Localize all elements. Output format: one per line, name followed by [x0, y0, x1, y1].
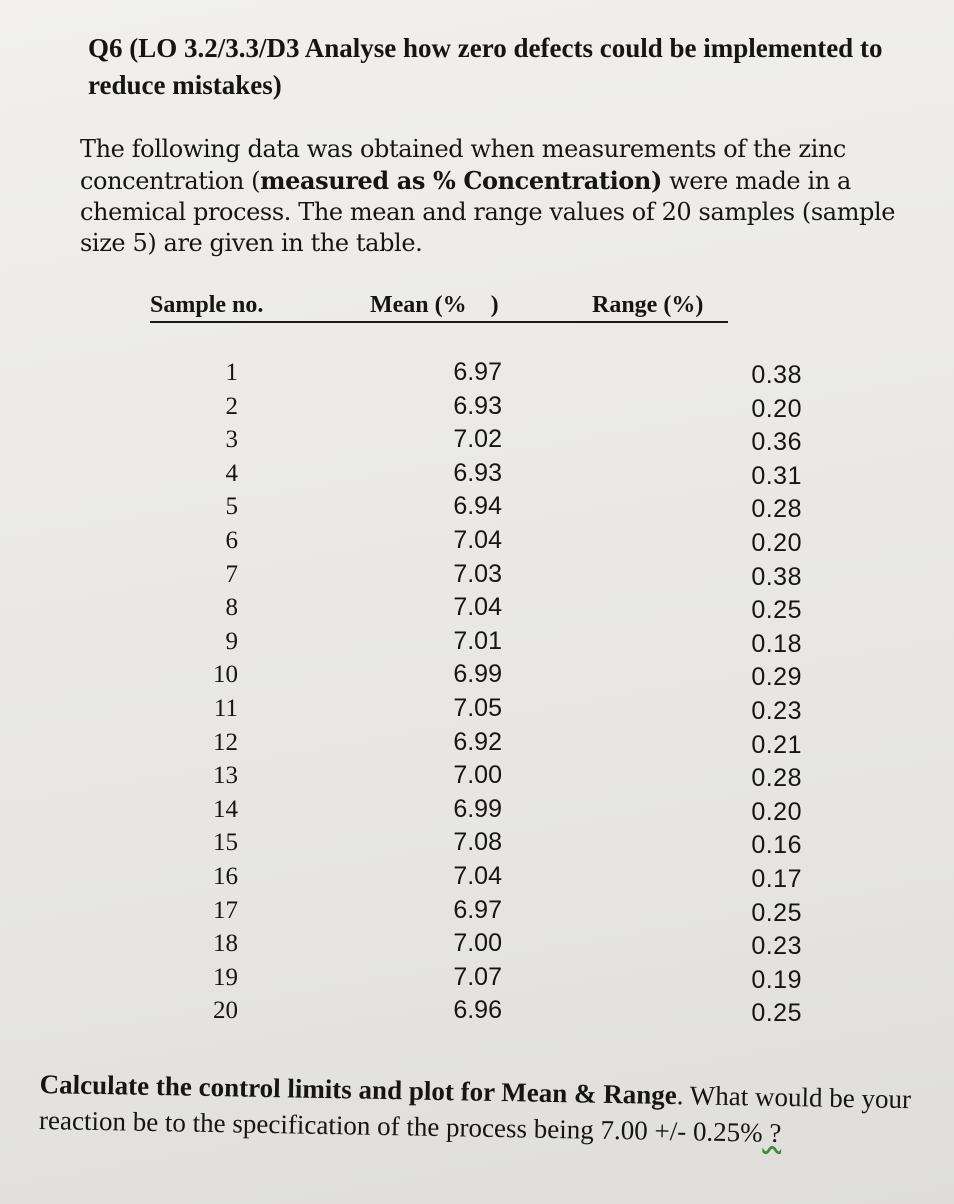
mean-value-cell: 6.97: [453, 358, 502, 386]
range-value-cell: 0.36: [751, 428, 802, 457]
mean-value-cell: 7.02: [453, 425, 502, 454]
sample-number-cell: 20: [213, 997, 238, 1025]
range-value-cell: 0.28: [751, 764, 802, 793]
header-range: Range (%): [592, 292, 704, 318]
sample-number-cell: 8: [225, 594, 238, 622]
range-value-cell: 0.21: [751, 730, 802, 759]
range-value-cell: 0.20: [751, 394, 802, 423]
sample-number-cell: 1: [225, 359, 238, 386]
question-text: . What would be your reaction be to the specification of the process being 7.00 +/- 0.25%: [38, 1080, 912, 1148]
question-tail: ?: [762, 1117, 782, 1148]
range-value-cell: 0.20: [751, 528, 802, 557]
sample-number-cell: 2: [225, 392, 238, 420]
mean-value-cell: 7.00: [453, 929, 502, 958]
mean-value-cell: 6.93: [453, 391, 502, 420]
range-value-cell: 0.20: [751, 797, 802, 826]
range-value-cell: 0.28: [751, 495, 802, 524]
range-value-cell: 0.25: [751, 596, 802, 625]
mean-value-cell: 6.99: [453, 660, 502, 689]
mean-value-cell: 6.93: [453, 458, 502, 487]
sample-number-cell: 19: [213, 963, 238, 991]
mean-value-cell: 6.92: [453, 727, 502, 756]
mean-value-cell: 7.04: [453, 525, 502, 554]
question-title: Q6 (LO 3.2/3.3/D3 Analyse how zero defects could be implemented to reduce mistakes): [88, 33, 883, 100]
range-value-cell: 0.16: [751, 831, 802, 860]
intro-text-before: The following data was obtained when measurements of the zinc concentration (: [80, 135, 846, 195]
sample-number-cell: 12: [213, 728, 238, 756]
table-header-row: [0, 292, 954, 324]
range-value-cell: 0.29: [751, 663, 802, 692]
mean-value-cell: 7.04: [453, 593, 502, 622]
mean-value-cell: 6.99: [453, 794, 502, 823]
header-underline: [150, 321, 728, 323]
range-value-cell: 0.23: [751, 932, 802, 961]
mean-value-cell: 7.00: [453, 761, 502, 790]
question-prompt: [39, 1066, 940, 1154]
range-value-cell: 0.17: [751, 864, 802, 893]
range-value-cell: 0.25: [751, 898, 802, 927]
intro-text-after: were made in a chemical process. The mean and range values of 20 samples (sample size 5) are given in the table.: [80, 167, 896, 257]
sample-number-cell: 16: [213, 862, 238, 890]
sample-number-column: [190, 356, 238, 1028]
range-value-cell: 0.38: [751, 562, 802, 591]
range-value-cell: 0.31: [751, 461, 802, 490]
intro-paragraph: [80, 134, 940, 259]
sample-number-cell: 6: [225, 526, 238, 554]
mean-value-cell: 7.05: [453, 693, 502, 722]
mean-value-cell: 7.08: [453, 828, 502, 857]
sample-number-cell: 3: [225, 426, 238, 454]
sample-number-cell: 4: [225, 459, 238, 487]
sample-number-cell: 9: [225, 627, 238, 655]
mean-value-cell: 6.96: [453, 996, 502, 1025]
header-mean: Mean (% ): [370, 292, 499, 318]
mean-value-cell: 6.97: [453, 895, 502, 924]
sample-number-cell: 10: [213, 661, 238, 689]
mean-value-cell: 7.01: [453, 626, 502, 655]
mean-value-cell: 7.07: [453, 962, 502, 991]
range-value-cell: 0.25: [751, 999, 802, 1028]
question-bold: Calculate the control limits and plot for Mean & Range: [39, 1068, 678, 1111]
range-value-cell: 0.19: [751, 965, 802, 994]
sample-number-cell: 14: [213, 795, 238, 823]
mean-column: [430, 356, 502, 1028]
range-value-cell: 0.38: [751, 361, 802, 389]
mean-value-cell: 6.94: [453, 492, 502, 521]
range-value-cell: 0.23: [751, 696, 802, 725]
intro-bold-text: measured as % Concentration): [260, 166, 662, 195]
mean-value-cell: 7.03: [453, 559, 502, 588]
sample-number-cell: 17: [213, 896, 238, 924]
sample-number-cell: 18: [213, 930, 238, 958]
sample-number-cell: 11: [213, 694, 238, 722]
mean-value-cell: 7.04: [453, 861, 502, 890]
range-column: [730, 359, 802, 1031]
range-value-cell: 0.18: [751, 629, 802, 658]
sample-number-cell: 13: [213, 762, 238, 790]
header-sample-no: Sample no.: [150, 292, 264, 318]
sample-number-cell: 7: [225, 560, 238, 588]
sample-number-cell: 15: [213, 829, 238, 857]
sample-number-cell: 5: [225, 493, 238, 521]
